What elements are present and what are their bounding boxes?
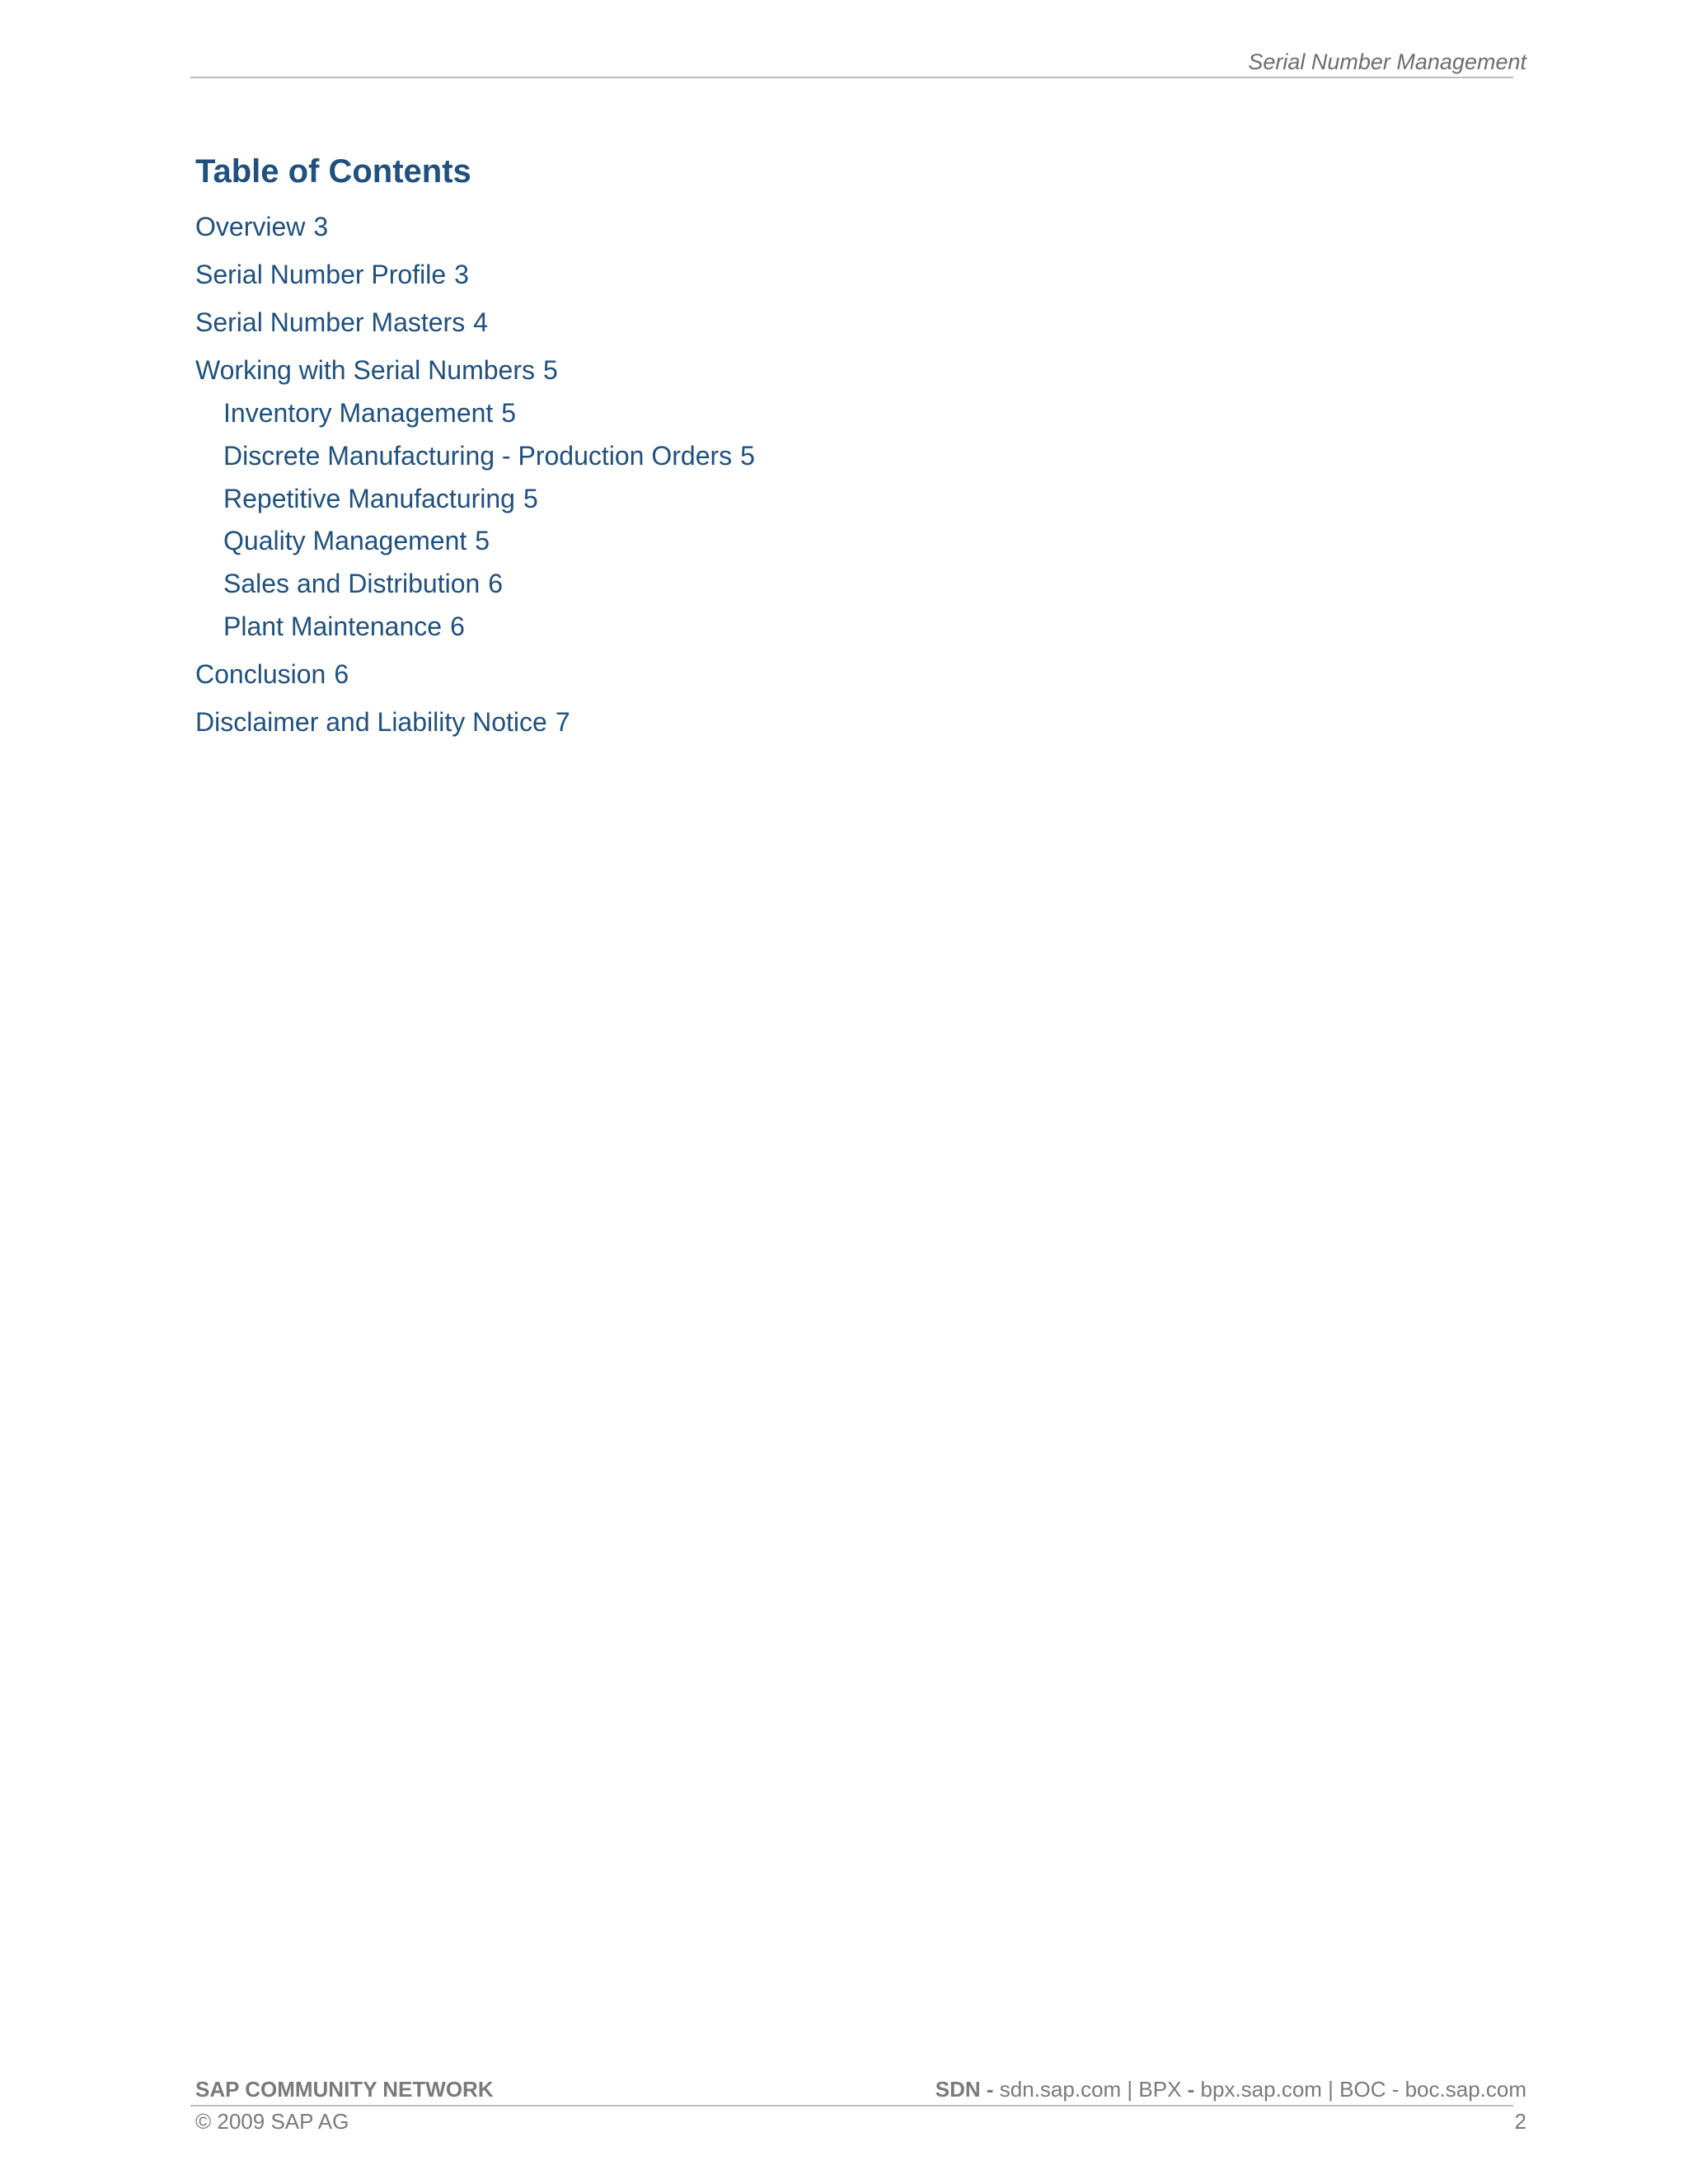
toc-entry-label: Serial Number Profile: [195, 260, 447, 289]
toc-entry-label: Inventory Management: [223, 398, 494, 428]
footer-site-links: [935, 2076, 1526, 2102]
toc-entry-page: 5: [523, 484, 538, 513]
toc-entry-label: Disclaimer and Liability Notice: [195, 707, 547, 737]
running-header-title: Serial Number Management: [1248, 49, 1526, 74]
toc-entry-page: 5: [740, 441, 755, 471]
toc-entry-page: 3: [454, 260, 469, 289]
toc-entry-label: Working with Serial Numbers: [195, 355, 535, 385]
toc-entry-page: 6: [450, 612, 465, 641]
toc-entry-page: 4: [473, 307, 488, 337]
toc-entry-label: Repetitive Manufacturing: [223, 484, 515, 513]
footer-boc-label: BOC: [1339, 2077, 1386, 2102]
toc-entry-page: 5: [501, 398, 517, 428]
footer-page-number: 2: [1514, 2109, 1526, 2134]
footer-boc-separator: -: [1386, 2077, 1405, 2102]
toc-entry-page: 5: [542, 355, 558, 385]
footer-divider: [190, 2105, 1513, 2107]
toc-entry-label: Overview: [195, 212, 306, 241]
toc-entry-label: Discrete Manufacturing - Production Orders: [223, 441, 733, 471]
toc-entry-page: 7: [555, 707, 570, 737]
footer-copyright: © 2009 SAP AG: [195, 2109, 349, 2134]
toc-heading: Table of Contents: [195, 153, 471, 190]
toc-entry-page: 6: [334, 659, 349, 689]
footer-bpx-separator: -: [1181, 2077, 1201, 2102]
toc-entry-label: Sales and Distribution: [223, 569, 481, 598]
footer-network-name: SAP COMMUNITY NETWORK: [195, 2077, 494, 2102]
toc-entry-page: 6: [488, 569, 504, 598]
footer-divider-2: |: [1321, 2077, 1340, 2102]
footer-bpx-link[interactable]: bpx.sap.com: [1200, 2077, 1322, 2102]
toc-entry-page: 5: [475, 526, 490, 555]
toc-entry-label: Plant Maintenance: [223, 612, 443, 641]
toc-entry-label: Serial Number Masters: [195, 307, 466, 337]
toc-entry-label: Conclusion: [195, 659, 326, 689]
footer-divider-1: |: [1121, 2077, 1139, 2102]
footer-sdn-link[interactable]: sdn.sap.com: [999, 2077, 1122, 2102]
footer-bpx-label: BPX: [1138, 2077, 1182, 2102]
toc-entry-page: 3: [313, 212, 329, 241]
header-divider: [190, 77, 1513, 78]
footer-sdn-separator: -: [980, 2077, 1000, 2102]
toc-entry-label: Quality Management: [223, 526, 467, 555]
footer-boc-link[interactable]: boc.sap.com: [1404, 2077, 1526, 2102]
footer-sdn-label: SDN: [935, 2077, 981, 2102]
